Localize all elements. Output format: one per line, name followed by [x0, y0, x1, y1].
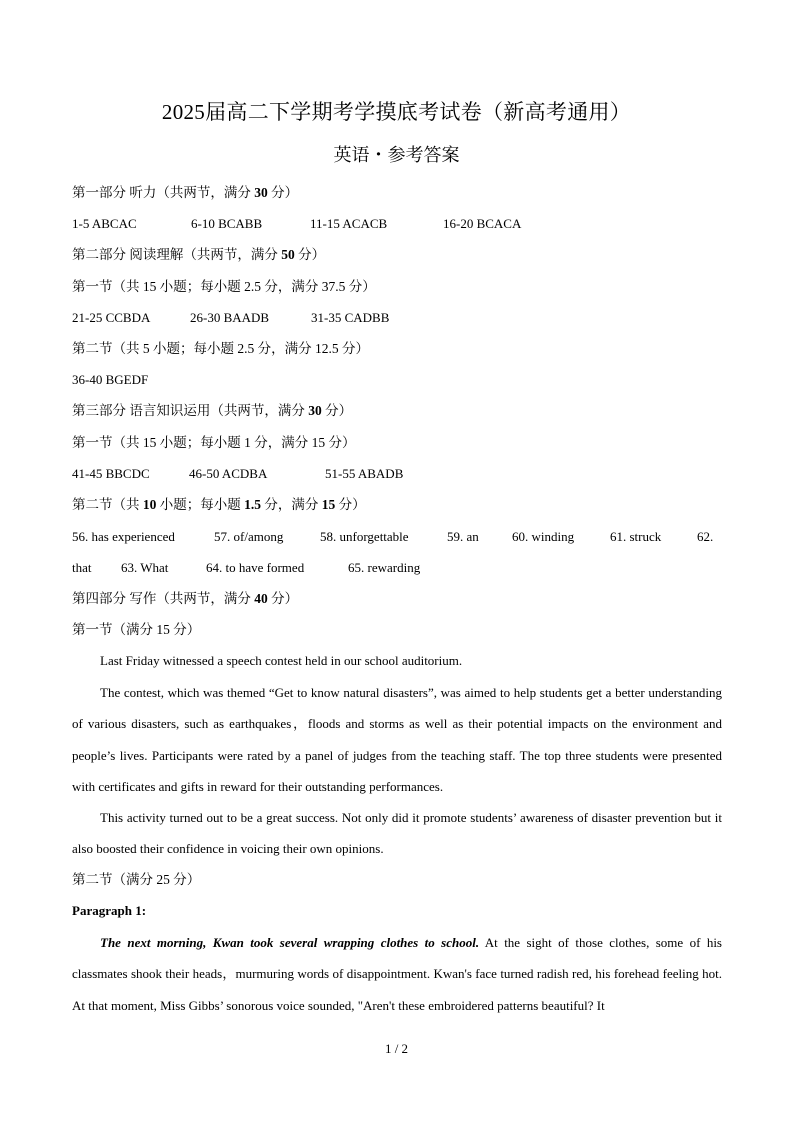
- essay-paragraph: Last Friday witnessed a speech contest held in our school auditorium.: [100, 653, 463, 668]
- answer-group: 26-30 BAADB: [190, 310, 270, 325]
- fill-answer: 60. winding: [512, 529, 575, 544]
- answer-group: 1-5 ABCAC: [72, 216, 137, 231]
- exam-title: 2025届高二下学期考学摸底考试卷（新高考通用）: [161, 100, 632, 124]
- fill-answer: 56. has experienced: [72, 529, 175, 544]
- fill-answer: 58. unforgettable: [320, 529, 409, 544]
- answer-group: 36-40 BGEDF: [72, 372, 149, 387]
- fill-answer: 57. of/among: [214, 529, 284, 544]
- essay-paragraph: This activity turned out to be a great success. Not only did it promote students’ awareness of disaster prevention but it also boosted their confidence in voicing their own opinions.: [72, 810, 722, 857]
- essay-paragraph: The contest, which was themed “Get to know natural disasters”, was aimed to help students get a better understanding of various disasters, such as earthquakes，floods and storms as well as their potential impacts on the environment and people’s lives. Participants were rated by a panel of judges from the teaching staff. The top three students were presented with certificates and gifts in reward for their outstanding performances.: [72, 685, 722, 794]
- answer-group: 16-20 BCACA: [443, 216, 522, 231]
- answer-group: 51-55 ABADB: [325, 466, 404, 481]
- fill-answer: 64. to have formed: [206, 560, 305, 575]
- part4-heading: 第四部分 写作（共两节，满分 40 分）: [72, 591, 299, 606]
- fill-answer: 59. an: [447, 529, 479, 544]
- fill-answer: that: [72, 560, 92, 575]
- part2-heading: 第二部分 阅读理解（共两节，满分 50 分）: [72, 247, 326, 262]
- part2-section2-heading: 第二节（共 5 小题；每小题 2.5 分，满分 12.5 分）: [72, 341, 369, 356]
- answer-group: 6-10 BCABB: [191, 216, 263, 231]
- answer-group: 41-45 BBCDC: [72, 466, 150, 481]
- paragraph-label: Paragraph 1:: [72, 903, 147, 918]
- part1-heading: 第一部分 听力（共两节，满分 30 分）: [72, 185, 299, 200]
- fill-answer: 65. rewarding: [348, 560, 421, 575]
- part4-section1-heading: 第一节（满分 15 分）: [72, 622, 201, 637]
- part3-section2-heading: 第二节（共 10 小题；每小题 1.5 分，满分 15 分）: [72, 497, 366, 512]
- fill-answer: 61. struck: [610, 529, 662, 544]
- answer-group: 21-25 CCBDA: [72, 310, 151, 325]
- answer-group: 11-15 ACACB: [310, 216, 388, 231]
- answer-group: 46-50 ACDBA: [189, 466, 268, 481]
- exam-subtitle: 英语・参考答案: [333, 145, 460, 165]
- fill-answer: 62.: [697, 529, 714, 544]
- answer-group: 31-35 CADBB: [311, 310, 390, 325]
- continuation-paragraph: The next morning, Kwan took several wrapping clothes to school. At the sight of those clothes, some of his classmates shook their heads，murmuring words of disappointment. Kwan's face turned radish red, his forehead feeling hot. At that moment, Miss Gibbs’ sonorous voice sounded, "Aren't these embroidered patterns beautiful? It: [72, 935, 722, 1013]
- page-number: 1 / 2: [384, 1041, 409, 1056]
- part4-section2-heading: 第二节（满分 25 分）: [72, 872, 201, 887]
- fill-answer: 63. What: [121, 560, 169, 575]
- part2-section1-heading: 第一节（共 15 小题；每小题 2.5 分，满分 37.5 分）: [72, 279, 376, 294]
- part3-section1-heading: 第一节（共 15 小题；每小题 1 分，满分 15 分）: [72, 435, 356, 450]
- given-opening-sentence: The next morning, Kwan took several wrapping clothes to school.: [100, 935, 480, 950]
- part3-heading: 第三部分 语言知识运用（共两节，满分 30 分）: [72, 403, 353, 418]
